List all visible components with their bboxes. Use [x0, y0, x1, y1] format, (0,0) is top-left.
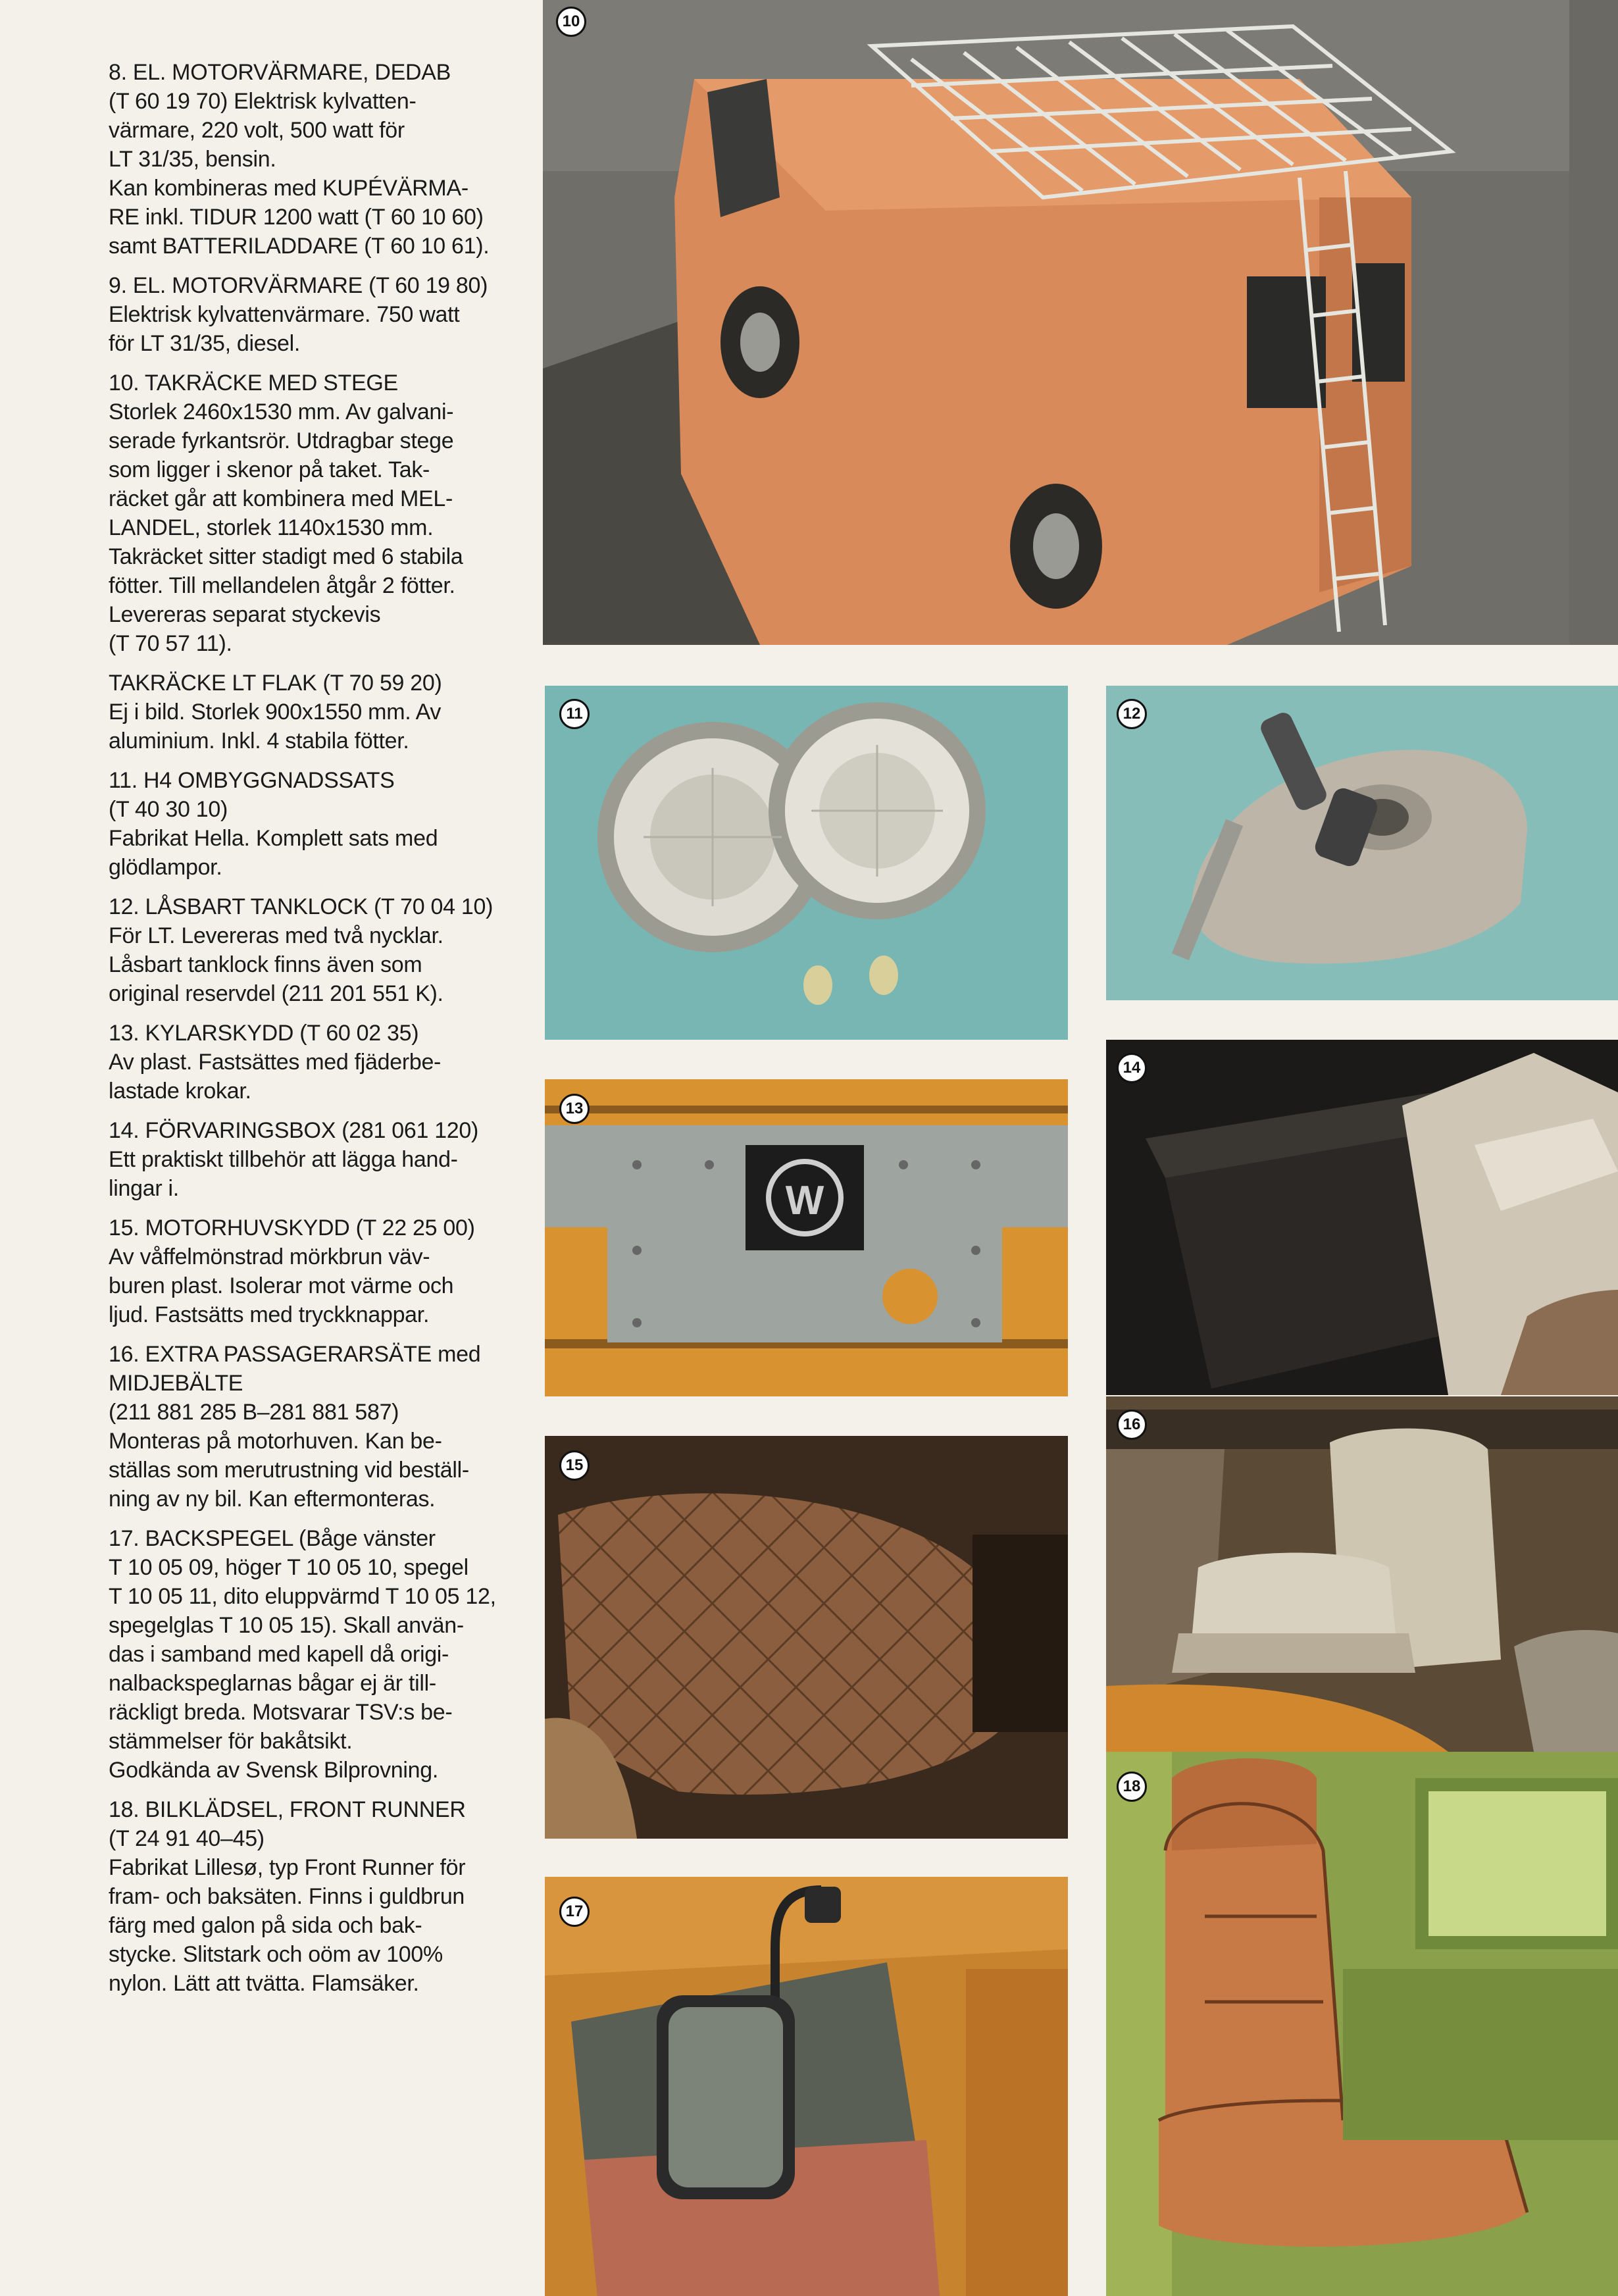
- photo-number-14: 14: [1117, 1053, 1147, 1083]
- entry-line: Av våffelmönstrad mörkbrun väv-: [109, 1244, 430, 1269]
- entry-line: LT 31/35, bensin.: [109, 147, 276, 172]
- photo-number-12: 12: [1117, 699, 1147, 729]
- entry-line: Takräcket sitter stadigt med 6 stabila: [109, 544, 463, 569]
- entry-2: [109, 369, 530, 658]
- entry-line: 13. KYLARSKYDD (T 60 02 35): [109, 1021, 419, 1046]
- entry-line: stycke. Slitstark och oöm av 100%: [109, 1942, 443, 1967]
- photo-number-13: 13: [559, 1094, 590, 1124]
- entry-line: glödlampor.: [109, 855, 222, 880]
- photo-number-11: 11: [559, 699, 590, 729]
- entry-line: ställas som merutrustning vid beställ-: [109, 1458, 469, 1483]
- entry-6: [109, 1019, 530, 1106]
- entry-line: som ligger i skenor på taket. Tak-: [109, 457, 430, 482]
- entry-line: T 10 05 11, dito eluppvärmd T 10 05 12,: [109, 1584, 496, 1609]
- entry-4: [109, 766, 530, 882]
- entry-line: (T 70 57 11).: [109, 631, 232, 656]
- entry-line: För LT. Levereras med två nycklar.: [109, 923, 443, 948]
- entry-line: räcket går att kombinera med MEL-: [109, 486, 453, 511]
- entry-line: TAKRÄCKE LT FLAK (T 70 59 20): [109, 671, 442, 696]
- entry-line: lastade krokar.: [109, 1079, 251, 1104]
- entry-line: buren plast. Isolerar mot värme och: [109, 1273, 454, 1298]
- entry-line: ljud. Fastsätts med tryckknappar.: [109, 1302, 430, 1327]
- entry-line: räckligt breda. Motsvarar TSV:s be-: [109, 1700, 453, 1725]
- entry-line: Elektrisk kylvattenvärmare. 750 watt: [109, 302, 460, 327]
- entry-1: [109, 271, 530, 358]
- photo-headlights: [545, 686, 1068, 1040]
- entry-line: nylon. Lätt att tvätta. Flamsäker.: [109, 1971, 419, 1996]
- entry-10: [109, 1524, 530, 1785]
- entry-line: Monteras på motorhuven. Kan be-: [109, 1429, 442, 1454]
- entry-line: nalbackspeglarnas bågar ej är till-: [109, 1671, 436, 1696]
- entry-line: för LT 31/35, diesel.: [109, 331, 301, 356]
- entry-line: stämmelser för bakåtsikt.: [109, 1729, 353, 1754]
- entry-line: Storlek 2460x1530 mm. Av galvani-: [109, 399, 454, 424]
- entry-line: Godkända av Svensk Bilprovning.: [109, 1758, 438, 1783]
- entry-line: 14. FÖRVARINGSBOX (281 061 120): [109, 1118, 479, 1143]
- entry-line: das i samband med kapell då origi-: [109, 1642, 449, 1667]
- entry-line: (211 881 285 B–281 881 587): [109, 1400, 399, 1425]
- entry-3: [109, 669, 530, 755]
- entry-line: (T 24 91 40–45): [109, 1826, 265, 1851]
- entry-line: aluminium. Inkl. 4 stabila fötter.: [109, 728, 409, 753]
- entry-line: Fabrikat Hella. Komplett sats med: [109, 826, 438, 851]
- entry-line: 17. BACKSPEGEL (Båge vänster: [109, 1526, 436, 1551]
- photo-number-17: 17: [559, 1897, 590, 1927]
- entry-line: RE inkl. TIDUR 1200 watt (T 60 10 60): [109, 205, 484, 230]
- entry-line: spegelglas T 10 05 15). Skall använ-: [109, 1613, 464, 1638]
- photo-storage-box: [1106, 1040, 1618, 1395]
- photo-mirror: [545, 1877, 1068, 2296]
- entry-line: 18. BILKLÄDSEL, FRONT RUNNER: [109, 1797, 466, 1822]
- entry-line: 16. EXTRA PASSAGERARSÄTE med: [109, 1342, 481, 1367]
- entry-line: samt BATTERILADDARE (T 60 10 61).: [109, 234, 490, 259]
- svg-text:W: W: [785, 1178, 824, 1223]
- entry-7: [109, 1116, 530, 1203]
- entry-line: MIDJEBÄLTE: [109, 1371, 243, 1396]
- entry-line: lingar i.: [109, 1176, 179, 1201]
- photo-passenger-seat: [1106, 1396, 1618, 1752]
- entry-line: 8. EL. MOTORVÄRMARE, DEDAB: [109, 60, 451, 85]
- entry-line: färg med galon på sida och bak-: [109, 1913, 422, 1938]
- entry-line: serade fyrkantsrör. Utdragbar stege: [109, 428, 454, 453]
- photo-number-10: 10: [556, 7, 586, 37]
- entry-line: Ett praktiskt tillbehör att lägga hand-: [109, 1147, 458, 1172]
- entry-line: 11. H4 OMBYGGNADSSATS: [109, 768, 395, 793]
- text-column: [109, 58, 530, 2008]
- entry-line: fötter. Till mellandelen åtgår 2 fötter.: [109, 573, 455, 598]
- photo-number-18: 18: [1117, 1772, 1147, 1802]
- entry-line: värmare, 220 volt, 500 watt för: [109, 118, 405, 143]
- entry-line: 15. MOTORHUVSKYDD (T 22 25 00): [109, 1215, 475, 1240]
- entry-line: LANDEL, storlek 1140x1530 mm.: [109, 515, 434, 540]
- photo-engine-cover: [545, 1436, 1068, 1839]
- entry-line: Fabrikat Lillesø, typ Front Runner för: [109, 1855, 466, 1880]
- entry-8: [109, 1213, 530, 1329]
- photo-fuel-cap: [1106, 686, 1618, 1000]
- entry-line: (T 40 30 10): [109, 797, 228, 822]
- photo-radiator-cover: [545, 1079, 1068, 1396]
- photo-seat-cover: [1106, 1752, 1618, 2296]
- entry-0: [109, 58, 530, 261]
- entry-line: 12. LÅSBART TANKLOCK (T 70 04 10): [109, 894, 493, 919]
- entry-line: ning av ny bil. Kan eftermonteras.: [109, 1487, 436, 1512]
- entry-line: 9. EL. MOTORVÄRMARE (T 60 19 80): [109, 273, 488, 298]
- entry-line: Levereras separat styckevis: [109, 602, 381, 627]
- entry-5: [109, 892, 530, 1008]
- entry-line: T 10 05 09, höger T 10 05 10, spegel: [109, 1555, 468, 1580]
- entry-line: fram- och baksäten. Finns i guldbrun: [109, 1884, 465, 1909]
- entry-line: Låsbart tanklock finns även som: [109, 952, 422, 977]
- entry-line: Ej i bild. Storlek 900x1550 mm. Av: [109, 700, 442, 725]
- photo-number-16: 16: [1117, 1410, 1147, 1440]
- photo-van-roof-rack: [543, 0, 1618, 645]
- entry-line: Kan kombineras med KUPÉVÄRMA-: [109, 176, 468, 201]
- entry-9: [109, 1340, 530, 1514]
- entry-line: Av plast. Fastsättes med fjäderbe-: [109, 1050, 442, 1075]
- entry-11: [109, 1795, 530, 1998]
- entry-line: 10. TAKRÄCKE MED STEGE: [109, 370, 398, 395]
- photo-number-15: 15: [559, 1450, 590, 1481]
- entry-line: (T 60 19 70) Elektrisk kylvatten-: [109, 89, 417, 114]
- entry-line: original reservdel (211 201 551 K).: [109, 981, 443, 1006]
